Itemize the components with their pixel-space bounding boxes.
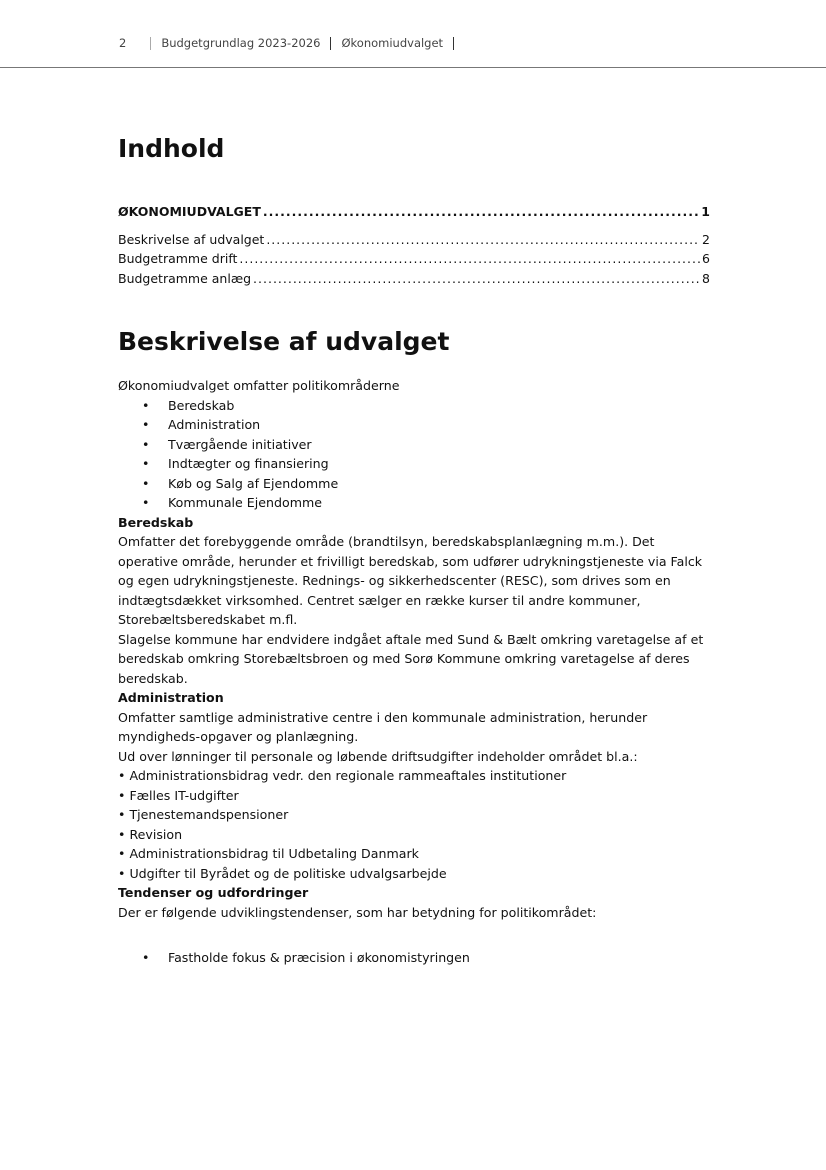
toc-entry-page: 8	[702, 270, 710, 286]
toc-title: Indhold	[118, 134, 225, 163]
beredskab-heading: Beredskab	[118, 514, 194, 530]
table-of-contents	[118, 202, 710, 288]
toc-leader	[266, 230, 700, 250]
list-item: • Revision	[118, 825, 710, 845]
toc-leader	[239, 249, 700, 269]
header-divider	[330, 37, 331, 50]
administration-text: Omfatter samtlige administrative centre i den kommunale administration, herunder myndigheds-opgaver og planlægning.	[118, 709, 648, 744]
toc-leader	[263, 202, 699, 222]
trends-text: Der er følgende udviklingstendenser, som har betydning for politikområdet:	[118, 904, 597, 920]
spacer	[118, 922, 710, 942]
policy-area-list	[118, 396, 710, 513]
beredskab-text: Omfatter det forebyggende område (brandtilsyn, beredskabsplanlægning m.m.). Det operative område, herunder et frivilligt beredskab, som udfører udrykningstjeneste via Falck og egen udrykningstjeneste. Rednings- og sikkerhedscenter (RESC), som drives som en indtægtsdækket virksomhed. Centret sælger en række kurser til andre kommuner, Storebæltsberedskabet m.fl.	[118, 534, 703, 627]
section-title: Beskrivelse af udvalget	[118, 327, 450, 356]
list-item: • Beredskab	[118, 396, 710, 416]
toc-entry[interactable]	[118, 269, 710, 289]
list-item: • Fastholde fokus & præcision i økonomistyringen	[118, 948, 710, 968]
toc-entry-label: Budgetramme anlæg	[118, 270, 252, 286]
administration-heading: Administration	[118, 690, 224, 705]
beredskab-text: Slagelse kommune har endvidere indgået aftale med Sund & Bælt omkring varetagelse af et beredskab omkring Storebæltsbroen og med Sorø Kommune omkring varetagelse af deres beredskab.	[118, 631, 704, 686]
list-item: • Administrationsbidrag til Udbetaling Danmark	[118, 844, 710, 864]
list-item: • Udgifter til Byrådet og de politiske udvalgsarbejde	[118, 864, 710, 884]
toc-entry-page: 1	[701, 204, 710, 219]
trends-heading: Tendenser og udfordringer	[118, 885, 309, 900]
section-name: Økonomiudvalget	[341, 36, 444, 50]
trends-list	[118, 948, 710, 968]
page-header	[0, 0, 826, 68]
document-title: Budgetgrundlag 2023-2026	[161, 36, 321, 50]
header-divider	[453, 37, 454, 50]
toc-entry[interactable]	[118, 230, 710, 250]
toc-entry[interactable]	[118, 249, 710, 269]
list-item: • Tjenestemandspensioner	[118, 805, 710, 825]
administration-text: Ud over lønninger til personale og løbende driftsudgifter indeholder området bl.a.:	[118, 748, 638, 764]
toc-entry-page: 2	[702, 231, 710, 247]
list-item: • Administrationsbidrag vedr. den regionale rammeaftales institutioner	[118, 766, 710, 786]
toc-entry[interactable]	[118, 202, 710, 222]
section-body	[118, 376, 710, 967]
list-item: • Køb og Salg af Ejendomme	[118, 474, 710, 494]
intro-text: Økonomiudvalget omfatter politikområderne	[118, 378, 400, 393]
list-item: • Indtægter og finansiering	[118, 454, 710, 474]
list-item: • Tværgående initiativer	[118, 435, 710, 455]
list-item: • Kommunale Ejendomme	[118, 493, 710, 513]
list-item: • Fælles IT-udgifter	[118, 786, 710, 806]
toc-entry-label: Beskrivelse af udvalget	[118, 231, 265, 247]
toc-entry-label: Budgetramme drift	[118, 251, 238, 266]
header-row	[119, 36, 464, 50]
toc-leader	[253, 269, 700, 289]
list-item: • Administration	[118, 415, 710, 435]
toc-entry-page: 6	[702, 251, 710, 266]
page-number: 2	[119, 36, 127, 50]
administration-list	[118, 766, 710, 883]
header-divider	[150, 37, 151, 50]
toc-entry-label: ØKONOMIUDVALGET	[118, 204, 261, 219]
